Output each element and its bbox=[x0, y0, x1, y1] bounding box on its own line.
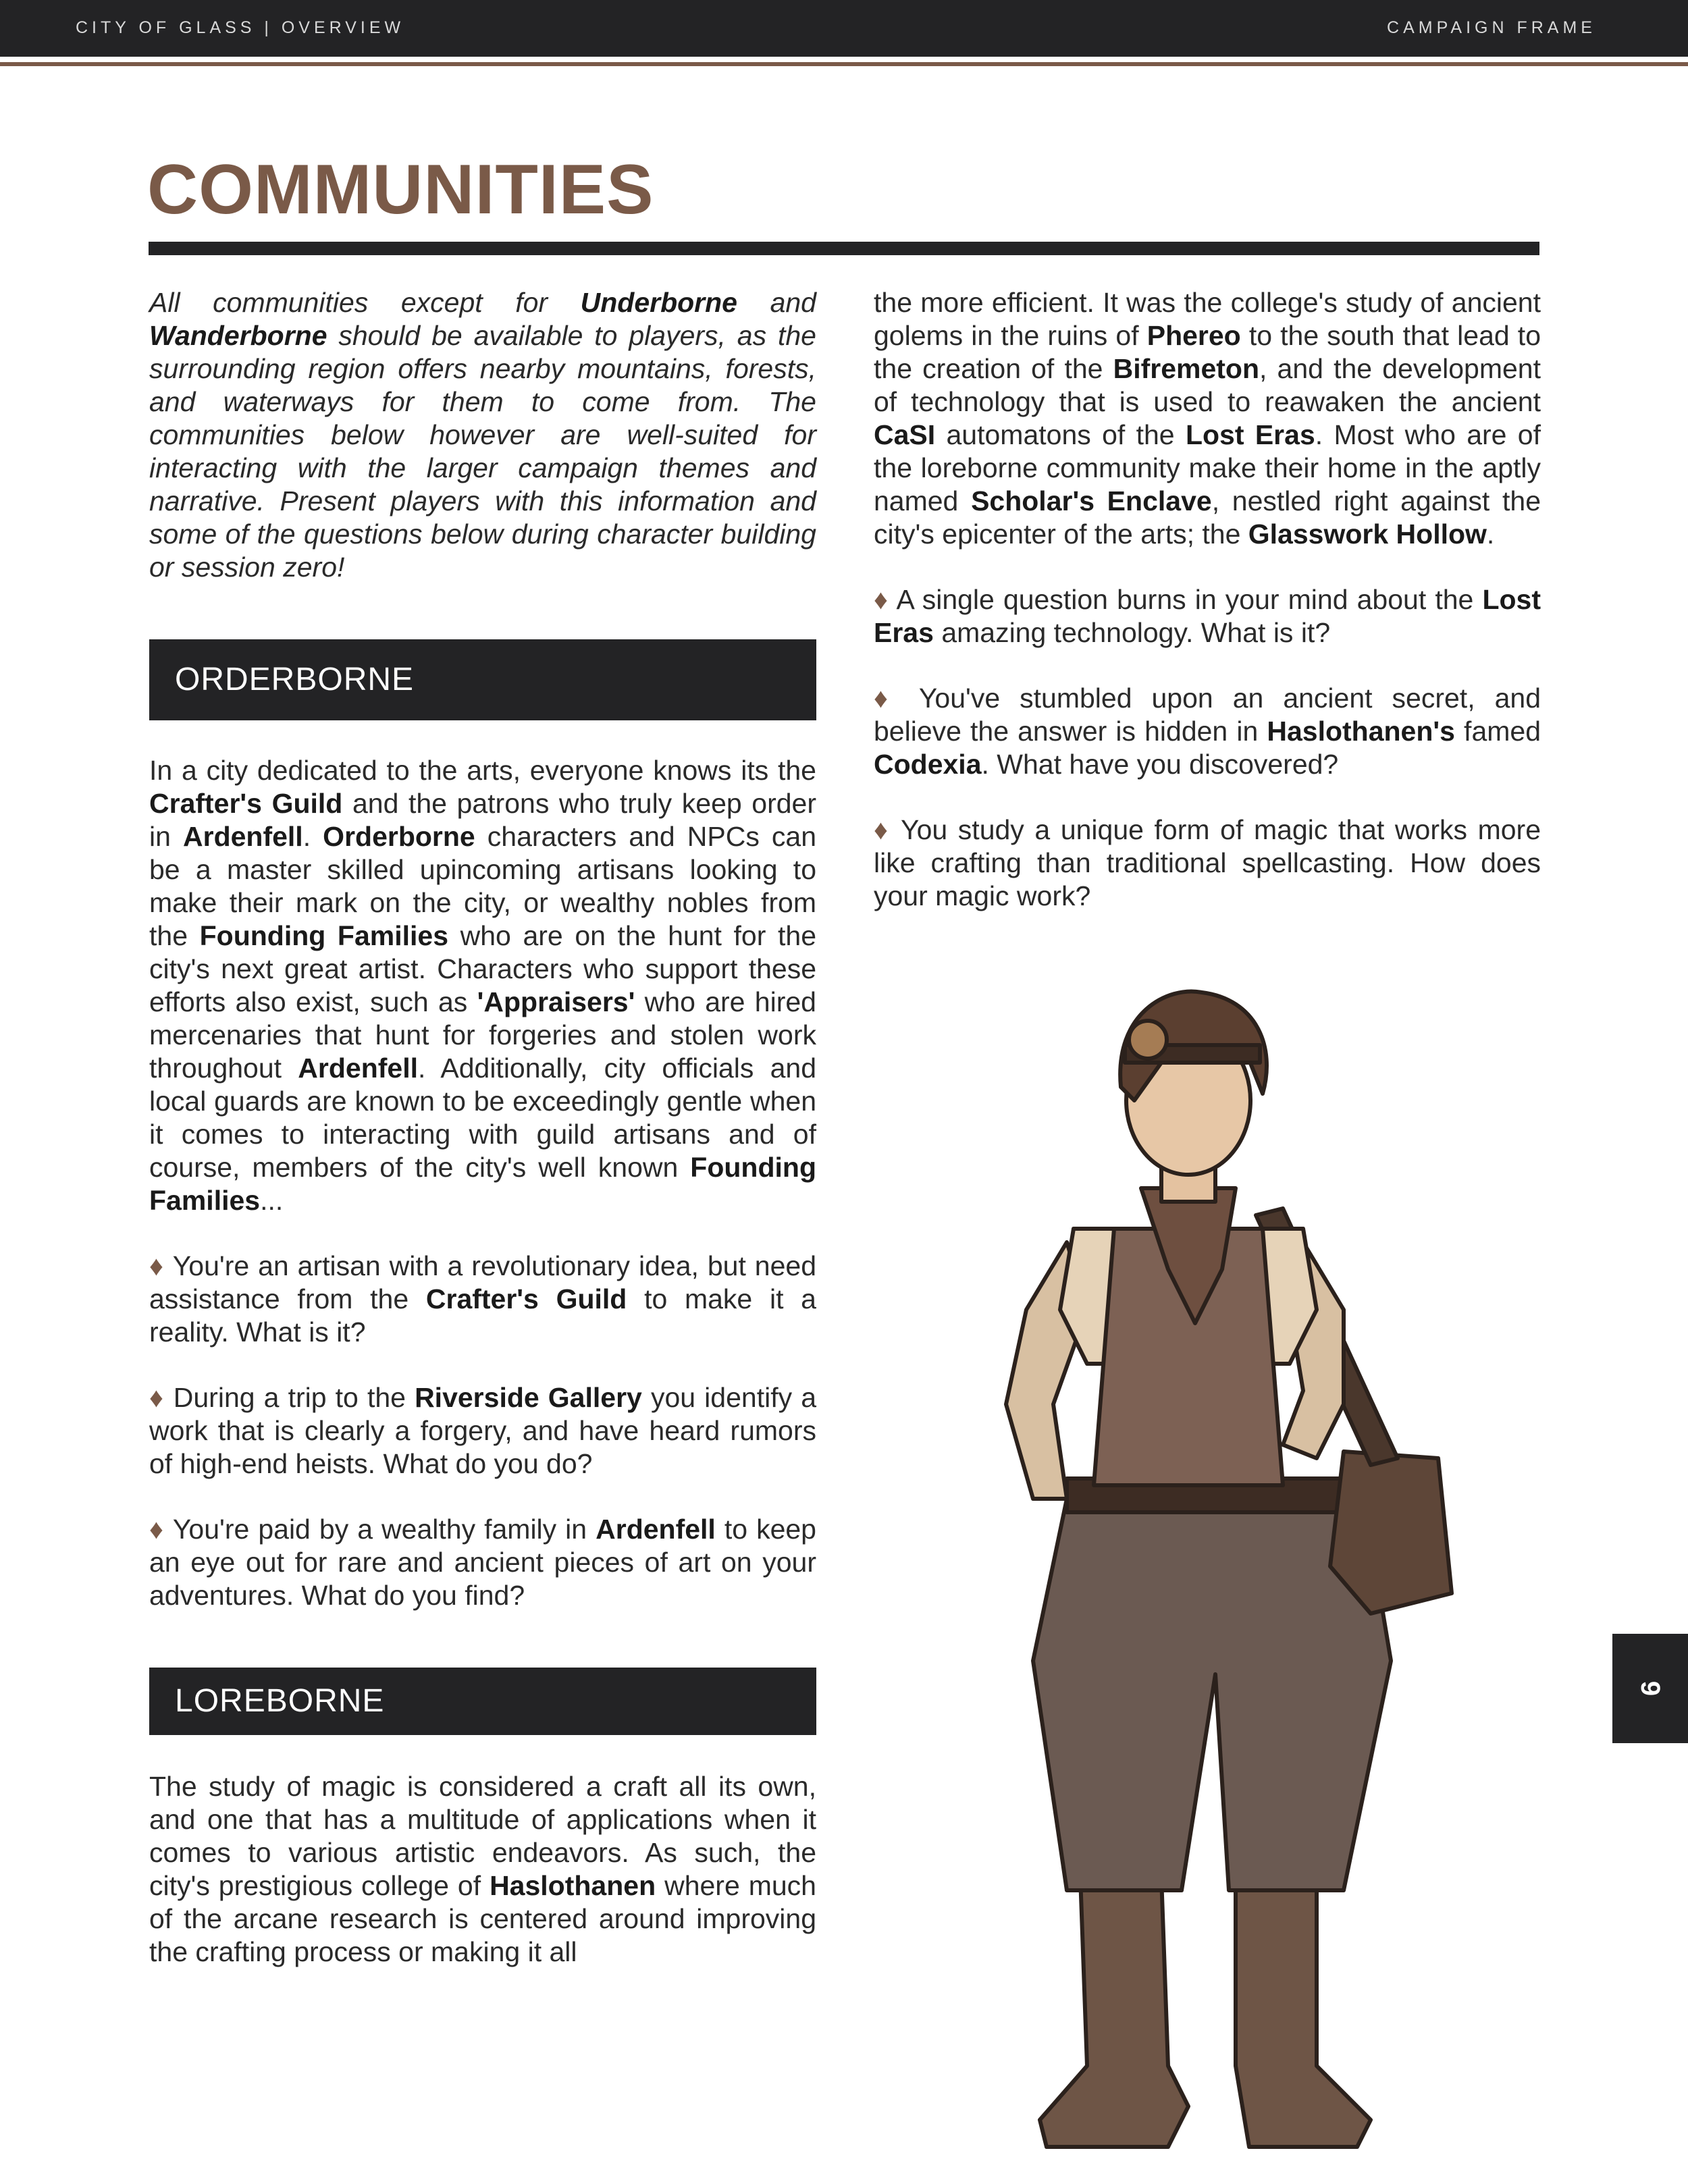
diamond-bullet-icon: ♦ bbox=[874, 683, 900, 714]
orderborne-heading: ORDERBORNE bbox=[149, 639, 816, 720]
orderborne-body: In a city dedicated to the arts, everyone knows its the Crafter's Guild and the patrons who truly keep order in Ardenfell. Orderborne characters and NPCs can be a master skilled upincoming artisans looking to make their mark on the city, or wealthy nobles from the Founding Families who are on the hunt for the city's next great artist. Characters who support these efforts also exist, such as 'Appraisers' who are hired mercenaries that hunt for forgeries and stolen work throughout Ardenfell. Additionally, city officials and local guards are known to be exceedingly gentle when it comes to interacting with guild artisans and of course, members of the city's well known Founding Families... bbox=[149, 755, 817, 1216]
loreborne-body-right: the more efficient. It was the college's study of ancient golems in the ruins of Phereo to the south that lead to the creation of the Bifremeton, and the development of technology that is used to reawaken the ancient CaSI automatons of the Lost Eras. Most who are of the loreborne community make their home in the aptly named Scholar's Enclave, nestled right against the city's epicenter of the arts; the Glasswork Hollow. bbox=[874, 287, 1541, 550]
loreborne-question-1: ♦ A single question burns in your mind about the Lost Eras amazing technology. What is it? bbox=[874, 584, 1541, 648]
right-boot bbox=[1236, 1877, 1371, 2147]
page-number: 9 bbox=[1635, 1680, 1666, 1697]
header-left-text: CITY OF GLASS | OVERVIEW bbox=[76, 18, 405, 37]
intro-paragraph: All communities except for Underborne and Wanderborne should be available to players, as the surrounding region offers nearby mountains, forests, and waterways for them to come from. The communities below however are well-suited for interacting with the larger campaign themes and narrative. Present players with this information and some of the questions below during character building or session zero! bbox=[149, 287, 816, 583]
header-right-text: CAMPAIGN FRAME bbox=[1387, 18, 1596, 37]
title-rule bbox=[149, 242, 1539, 255]
orderborne-question-2: ♦ During a trip to the Riverside Gallery you identify a work that is clearly a forgery, and have heard rumors of high-end heists. What do you do? bbox=[149, 1382, 817, 1479]
diamond-bullet-icon: ♦ bbox=[874, 584, 889, 615]
diamond-bullet-icon: ♦ bbox=[874, 814, 891, 845]
left-column bbox=[149, 286, 816, 1969]
loreborne-question-3: ♦ You study a unique form of magic that works more like crafting than traditional spellcasting. How does your magic work? bbox=[874, 814, 1541, 911]
running-header bbox=[0, 0, 1688, 57]
orderborne-question-1: ♦ You're an artisan with a revolutionary idea, but need assistance from the Crafter's Guild to make it a reality. What is it? bbox=[149, 1250, 817, 1348]
goggle-lens bbox=[1129, 1021, 1167, 1059]
loreborne-question-2: ♦ You've stumbled upon an ancient secret, and believe the answer is hidden in Haslothanen's famed Codexia. What have you discovered? bbox=[874, 683, 1541, 780]
character-illustration bbox=[966, 986, 1479, 2160]
page-title: COMMUNITIES bbox=[147, 151, 654, 229]
right-column bbox=[874, 286, 1541, 945]
orderborne-question-3: ♦ You're paid by a wealthy family in Ardenfell to keep an eye out for rare and ancient pieces of art on your adventures. What do you find? bbox=[149, 1514, 816, 1611]
loreborne-heading: LOREBORNE bbox=[149, 1668, 816, 1735]
loreborne-body-left: The study of magic is considered a craft all its own, and one that has a multitude of applications when it comes to various artistic endeavors. As such, the city's prestigious college of Haslothanen where much of the arcane research is centered around improving the crafting process or making it all bbox=[149, 1771, 816, 1967]
shoulder-bag bbox=[1330, 1451, 1452, 1614]
diamond-bullet-icon: ♦ bbox=[149, 1382, 165, 1413]
diamond-bullet-icon: ♦ bbox=[149, 1514, 165, 1545]
left-boot bbox=[1040, 1877, 1188, 2147]
page-tab bbox=[1612, 1634, 1688, 1743]
diamond-bullet-icon: ♦ bbox=[149, 1250, 165, 1281]
header-divider bbox=[0, 62, 1688, 66]
